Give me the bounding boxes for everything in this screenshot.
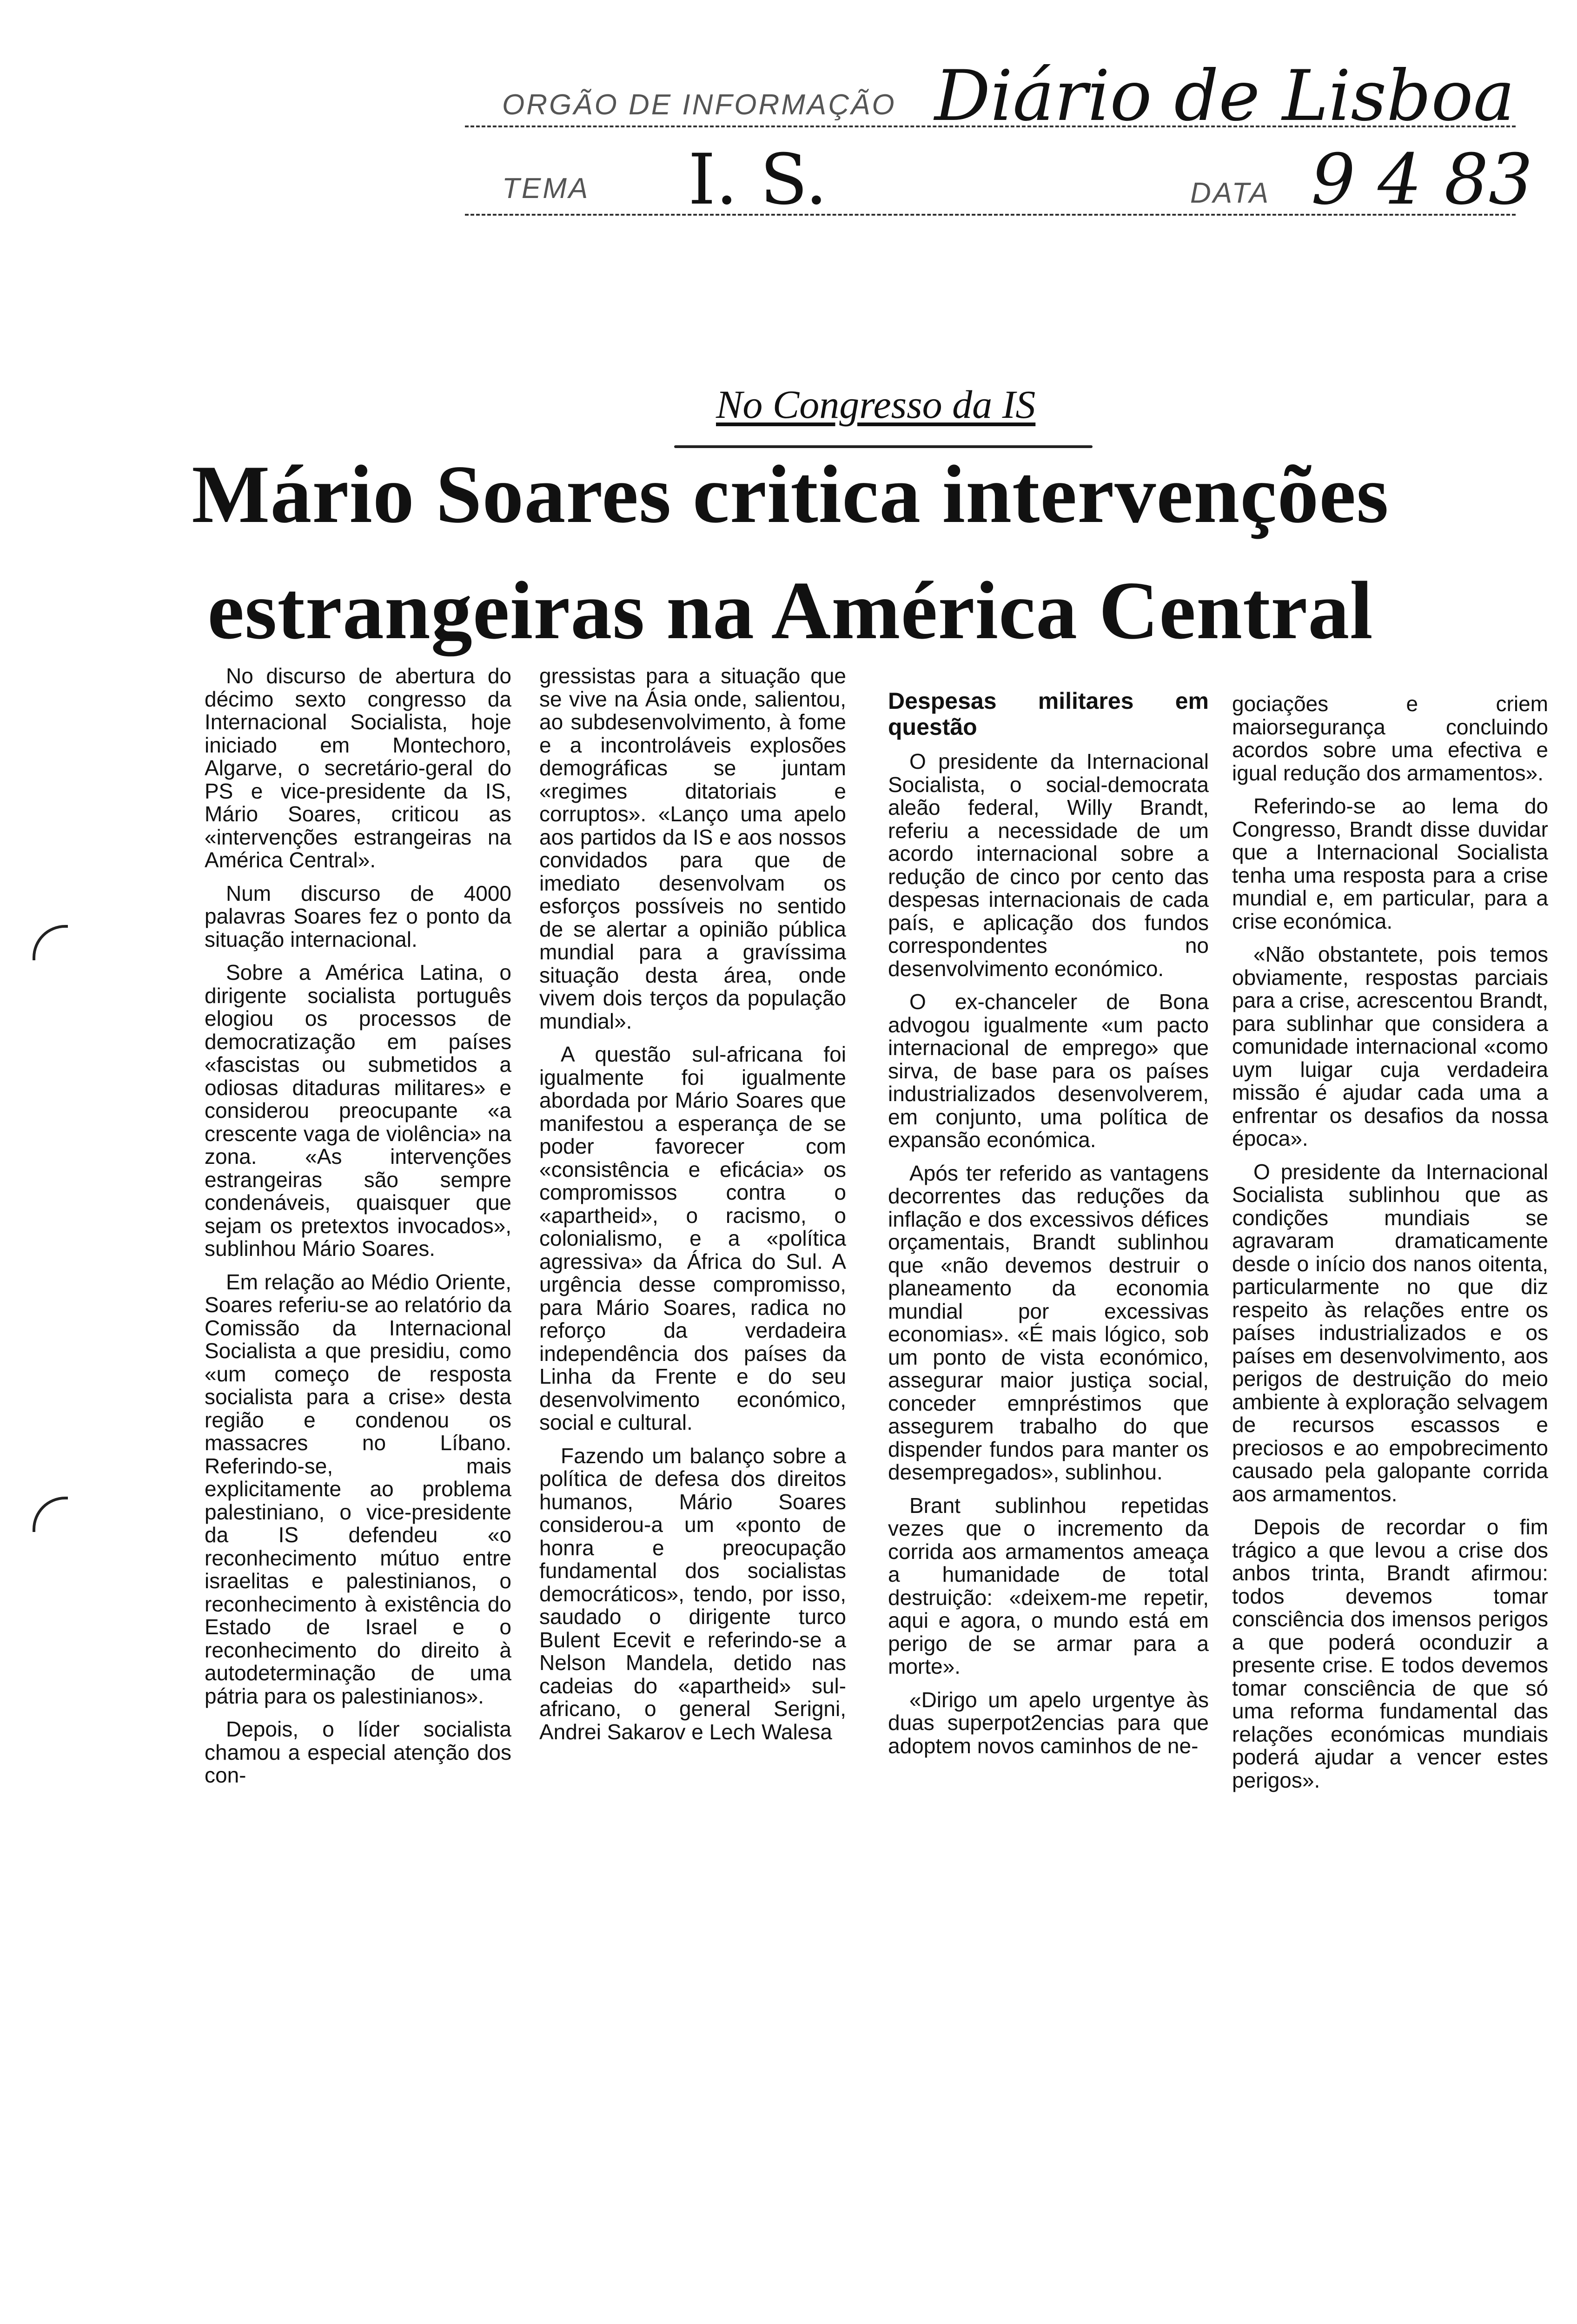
tema-handwritten: I. S. bbox=[688, 139, 828, 220]
article-kicker: No Congresso da IS bbox=[716, 382, 1036, 427]
paragraph: Depois, o líder socialista chamou a especial atenção dos con- bbox=[205, 1717, 511, 1787]
paragraph: Brant sublinhou repetidas vezes que o incremento da corrida aos armamentos ameaça a humanidade de total destruição: «deixem-me repetir, aqui e agora, o mundo está em perigo de se armar para a morte». bbox=[888, 1493, 1209, 1678]
orgao-label: ORGÃO DE INFORMAÇÃO bbox=[502, 89, 896, 121]
column-1 bbox=[205, 665, 511, 1797]
column-3 bbox=[888, 688, 1209, 1768]
paragraph: «Não obstantete, pois temos obviamente, respostas parciais para a crise, acrescentou Brandt, para sublinhar que considera a comunidade internacional «como uym luigar cuja verdadeira missão é ajudar cada uma a enfrentar os desafios da nossa época». bbox=[1232, 942, 1548, 1150]
paragraph: A questão sul-africana foi igualmente foi igualmente abordada por Mário Soares que manifestou a esperança de se poder favorecer com «consistência e eficácia» os compromissos contra o «apartheid», o racismo, o colonialismo, e a «política agressiva» da África do Sul. A urgência desse compromisso, para Mário Soares, radica no reforço da verdadeira independência dos países da Linha da Frente e do seu desenvolvimento económico, social e cultural. bbox=[539, 1042, 846, 1434]
paragraph: No discurso de abertura do décimo sexto congresso da Internacional Socialista, hoje iniciado em Montechoro, Algarve, o secretário-geral do PS e vice-presidente da IS, Mário Soares, criticou as «intervenções estrangeiras na América Central». bbox=[205, 664, 511, 872]
date-handwritten: 9 4 83 bbox=[1311, 139, 1533, 220]
paragraph: Referindo-se ao lema do Congresso, Brandt disse duvidar que a Internacional Socialista tenha uma resposta para a crise mundial e, em particular, para a crise económica. bbox=[1232, 794, 1548, 933]
headline-line-2: estrangeiras na América Central bbox=[207, 564, 1373, 656]
paragraph: O presidente da Internacional Socialista sublinhou que as condições mundiais se agravaram dramaticamente desde o início dos nanos oitenta, particularmente no que diz respeito às relações entre os países industrializados e os países em desenvolvimento, aos perigos de destruição do meio ambiente à exploração selvagem de recursos escassos e preciosos e ao empobrecimento causado pela galopante corrida aos armamentos. bbox=[1232, 1159, 1548, 1506]
tema-label: TEMA bbox=[502, 172, 590, 205]
paragraph: Sobre a América Latina, o dirigente socialista português elogiou os processos de democratização em países «fascistas ou submetidos a odiosas ditaduras militares» e considerou preocupante «a crescente vaga de violência» na zona. «As intervenções estrangeiras são sempre condenáveis, quaisquer que sejam os pretextos invocados», sublinhou Mário Soares. bbox=[205, 960, 511, 1261]
subhead-military-spending: Despesas militares em questão bbox=[888, 688, 1209, 740]
headline-line-1: Mário Soares critica intervenções bbox=[192, 448, 1389, 540]
newspaper-handwritten: Diário de Lisboa bbox=[934, 56, 1515, 137]
paragraph: O ex-chanceler de Bona advogou igualmente «um pacto internacional de emprego» que sirva, de base para os países industrializados desenvolverem, em conjunto, uma política de expansão económica. bbox=[888, 990, 1209, 1152]
paragraph: Após ter referido as vantagens decorrentes das reduções da inflação e dos excessivos défices orçamentais, Brandt sublinhou que «não devemos destruir o planeamento da economia mundial por excessivas economias». «É mais lógico, sob um ponto de vista económico, assegurar maior justiça social, conceder emnpréstimos que assegurem trabalho do que dispender fundos para manter os desempregados», sublinhou. bbox=[888, 1161, 1209, 1484]
paragraph: gociações e criem maiorsegurança concluindo acordos sobre uma efectiva e igual redução dos armamentos». bbox=[1232, 692, 1548, 785]
stamp-rule-bottom bbox=[465, 214, 1516, 216]
paragraph: gressistas para a situação que se vive na Ásia onde, salientou, ao subdesenvolvimento, à fome e a incontroláveis explosões demográficas se juntam «regimes ditatoriais e corruptos». «Lanço uma apelo aos partidos da IS e aos nossos convidados para que de imediato desenvolvam os esforços possíveis no sentido de se alertar a opinião pública mundial para a gravíssima situação desta área, onde vivem dois terços da população mundial». bbox=[539, 664, 846, 1033]
clipping-stamp bbox=[465, 46, 1534, 232]
column-2 bbox=[539, 665, 846, 1754]
paragraph: «Dirigo um apelo urgentye às duas superpot2encias para que adoptem novos caminhos de ne- bbox=[888, 1687, 1209, 1758]
binder-mark-icon bbox=[33, 925, 68, 960]
paragraph: Num discurso de 4000 palavras Soares fez o ponto da situação internacional. bbox=[205, 881, 511, 951]
data-label: DATA bbox=[1190, 177, 1271, 209]
paragraph: Fazendo um balanço sobre a política de defesa dos direitos humanos, Mário Soares considerou-a um «ponto de honra e preocupação fundamental dos socialistas democráticos», tendo, por isso, saudado o dirigente turco Bulent Ecevit e referindo-se a Nelson Mandela, detido nas cadeias do «apartheid» sul-africano, o general Serigni, Andrei Sakarov e Lech Walesa bbox=[539, 1443, 846, 1744]
column-4 bbox=[1232, 693, 1548, 1802]
paragraph: O presidente da Internacional Socialista, o social-democrata aleão federal, Willy Brandt, referiu a necessidade de um acordo internacional sobre a redução de cinco por cento das despesas internacionais de cada país, e aplicação dos fundos correspondentes no desenvolvimento económico. bbox=[888, 749, 1209, 981]
binder-mark-icon bbox=[33, 1497, 68, 1532]
paragraph: Depois de recordar o fim trágico a que levou a crise dos anbos trinta, Brandt afirmou: todos devemos tomar consciência dos imensos perigos a que poderá oconduzir a presente crise. E todos devemos tomar consciência de que só uma reforma fundamental das relações económicas mundiais poderá ajudar a vencer estes perigos». bbox=[1232, 1515, 1548, 1792]
paragraph: Em relação ao Médio Oriente, Soares referiu-se ao relatório da Comissão da Internacional Socialista a que presidiu, como «um começo de resposta socialista para a crise» desta região e condenou os massacres no Líbano. Referindo-se, mais explicitamente ao problema palestiniano, o vice-presidente da IS defendeu «o reconhecimento mútuo entre israelitas e palestinianos, o reconhecimento à existência do Estado de Israel e o reconhecimento do direito à autodeterminação de uma pátria para os palestinianos». bbox=[205, 1269, 511, 1708]
